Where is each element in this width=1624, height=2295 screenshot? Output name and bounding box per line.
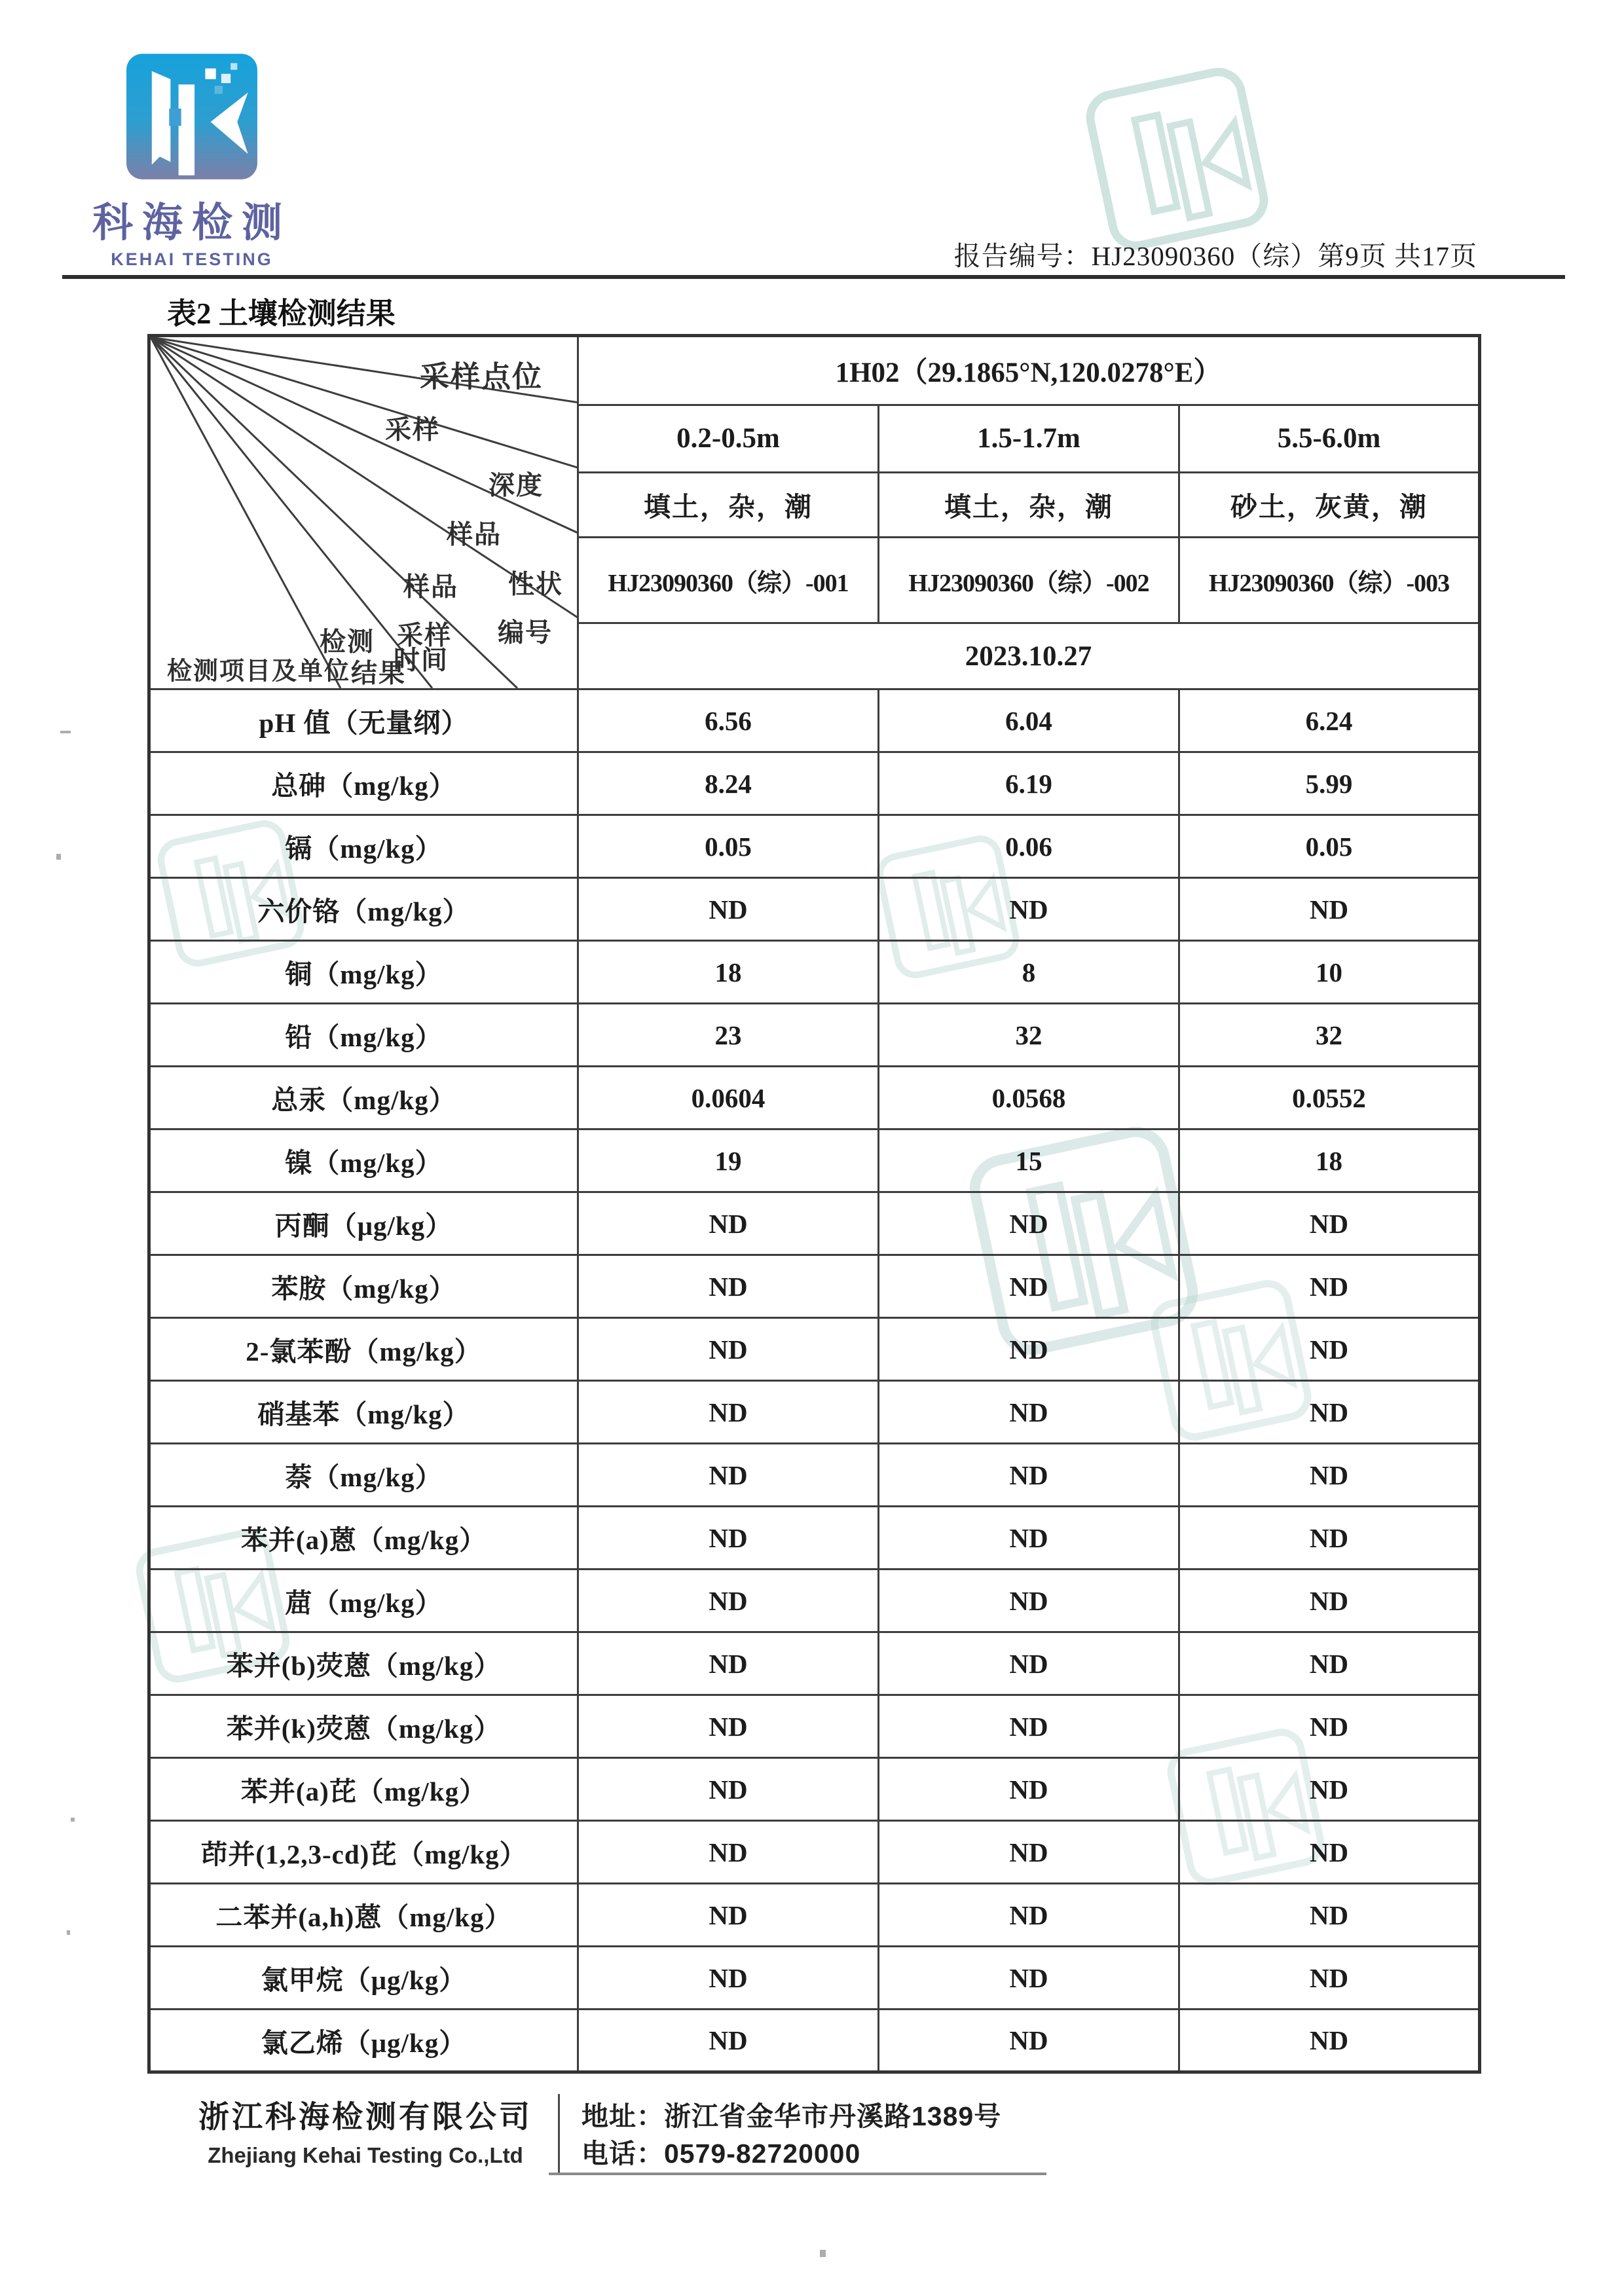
result-value: 0.0552 bbox=[1179, 1067, 1480, 1129]
parameter-label: 2-氯苯酚（mg/kg） bbox=[149, 1318, 578, 1381]
result-value: ND bbox=[1179, 1821, 1480, 1884]
table-row bbox=[149, 878, 1480, 941]
result-value: 0.06 bbox=[879, 815, 1179, 878]
parameter-label: 总砷（mg/kg） bbox=[149, 752, 578, 815]
diag-label-sample: 样品 bbox=[447, 519, 502, 549]
table-row-site bbox=[149, 336, 1480, 405]
parameter-label: 硝基苯（mg/kg） bbox=[149, 1381, 578, 1444]
table-row bbox=[149, 1821, 1480, 1884]
result-value: ND bbox=[578, 1444, 879, 1507]
parameter-label: 苯并(k)荧蒽（mg/kg） bbox=[149, 1695, 578, 1758]
parameter-label: 二苯并(a,h)蒽（mg/kg） bbox=[149, 1884, 578, 1947]
parameter-label: 苯胺（mg/kg） bbox=[149, 1255, 578, 1318]
parameter-label: 铅（mg/kg） bbox=[149, 1004, 578, 1067]
result-value: 5.99 bbox=[1179, 752, 1480, 815]
scan-artifact bbox=[60, 731, 71, 733]
result-value: ND bbox=[879, 1695, 1179, 1758]
footer-address: 地址：浙江省金华市丹溪路1389号 bbox=[581, 2101, 1002, 2131]
result-value: ND bbox=[1179, 1381, 1480, 1444]
table-row bbox=[149, 1192, 1480, 1255]
diag-label-depth: 深度 bbox=[489, 470, 544, 500]
table-row bbox=[149, 941, 1480, 1004]
table-row bbox=[149, 1255, 1480, 1318]
company-logo bbox=[84, 52, 300, 270]
character-value: 填土，杂，潮 bbox=[578, 472, 879, 538]
parameter-label: 丙酮（μg/kg） bbox=[149, 1192, 578, 1255]
footer-phone: 电话：0579-82720000 bbox=[581, 2139, 861, 2169]
result-value: 0.05 bbox=[1179, 815, 1480, 878]
result-value: 15 bbox=[879, 1129, 1179, 1192]
parameter-label: 茚并(1,2,3-cd)芘（mg/kg） bbox=[149, 1821, 578, 1884]
sample-id-value: HJ23090360（综）-001 bbox=[578, 538, 879, 623]
result-value: ND bbox=[1179, 1884, 1480, 1947]
diagonal-header-cell bbox=[149, 336, 578, 689]
result-value: ND bbox=[578, 1758, 879, 1821]
parameter-label: 苯并(a)蒽（mg/kg） bbox=[149, 1507, 578, 1570]
parameter-label: 镉（mg/kg） bbox=[149, 815, 578, 878]
parameter-label: 苯并(a)芘（mg/kg） bbox=[149, 1758, 578, 1821]
result-value: ND bbox=[1179, 1947, 1480, 2010]
parameter-label: 苯并(b)荧蒽（mg/kg） bbox=[149, 1632, 578, 1695]
table-row bbox=[149, 815, 1480, 878]
parameter-label: 䓛（mg/kg） bbox=[149, 1570, 578, 1632]
diag-label-time: 时间 bbox=[394, 645, 449, 675]
result-value: ND bbox=[578, 1821, 879, 1884]
result-value: ND bbox=[578, 1381, 879, 1444]
diag-label-sample2: 样品 bbox=[403, 572, 458, 602]
footer-company-block bbox=[182, 2093, 549, 2168]
result-value: 0.0604 bbox=[578, 1067, 879, 1129]
parameter-label: pH 值（无量纲） bbox=[149, 689, 578, 752]
footer-divider bbox=[558, 2094, 560, 2175]
diag-label-character: 性状 bbox=[508, 569, 563, 599]
scan-artifact bbox=[67, 1930, 70, 1935]
depth-value: 0.2-0.5m bbox=[578, 405, 879, 472]
logo-company-name-en: KEHAI TESTING bbox=[111, 249, 273, 269]
watermark-logo-icon bbox=[1075, 59, 1279, 259]
result-value: ND bbox=[578, 1632, 879, 1695]
result-value: ND bbox=[1179, 1695, 1480, 1758]
scan-artifact bbox=[820, 2250, 826, 2257]
sample-id-value: HJ23090360（综）-003 bbox=[1179, 538, 1480, 623]
result-value: ND bbox=[578, 1695, 879, 1758]
result-value: ND bbox=[1179, 1507, 1480, 1570]
table-row bbox=[149, 1129, 1480, 1192]
result-value: ND bbox=[1179, 1255, 1480, 1318]
table-row bbox=[149, 1318, 1480, 1381]
result-value: ND bbox=[879, 1947, 1179, 2010]
parameter-label: 氯甲烷（μg/kg） bbox=[149, 1947, 578, 2010]
footer-underline bbox=[549, 2173, 1046, 2175]
character-value: 填土，杂，潮 bbox=[879, 472, 1179, 538]
table-row bbox=[149, 1632, 1480, 1695]
test-date-value: 2023.10.27 bbox=[578, 623, 1480, 689]
result-value: ND bbox=[578, 1947, 879, 2010]
result-value: ND bbox=[578, 1507, 879, 1570]
result-value: ND bbox=[879, 1255, 1179, 1318]
result-value: ND bbox=[879, 1507, 1179, 1570]
table-row bbox=[149, 1758, 1480, 1821]
footer-contact-block bbox=[581, 2098, 1001, 2173]
table-row bbox=[149, 1004, 1480, 1067]
result-value: 19 bbox=[578, 1129, 879, 1192]
soil-results-table bbox=[147, 334, 1481, 2074]
parameter-label: 总汞（mg/kg） bbox=[149, 1067, 578, 1129]
result-value: ND bbox=[1179, 1444, 1480, 1507]
parameter-label: 六价铬（mg/kg） bbox=[149, 878, 578, 941]
parameter-label: 氯乙烯（μg/kg） bbox=[149, 2010, 578, 2072]
footer-company-cn: 浙江科海检测有限公司 bbox=[198, 2099, 532, 2134]
result-value: ND bbox=[578, 1884, 879, 1947]
result-value: ND bbox=[578, 1255, 879, 1318]
result-value: 32 bbox=[879, 1004, 1179, 1067]
result-value: 0.05 bbox=[578, 815, 879, 878]
depth-value: 5.5-6.0m bbox=[1179, 405, 1480, 472]
result-value: ND bbox=[879, 1192, 1179, 1255]
scan-artifact bbox=[71, 1818, 75, 1822]
result-value: 23 bbox=[578, 1004, 879, 1067]
table-row bbox=[149, 1884, 1480, 1947]
result-value: ND bbox=[578, 1192, 879, 1255]
result-value: 6.24 bbox=[1179, 689, 1480, 752]
result-value: ND bbox=[879, 1570, 1179, 1632]
diag-label-result: 结果 bbox=[351, 658, 406, 688]
table-row bbox=[149, 689, 1480, 752]
result-value: ND bbox=[1179, 878, 1480, 941]
table-row bbox=[149, 1381, 1480, 1444]
result-value: ND bbox=[879, 878, 1179, 941]
diag-label-sampling2: 采样 bbox=[397, 620, 452, 650]
result-value: ND bbox=[1179, 2010, 1480, 2072]
result-value: ND bbox=[1179, 1318, 1480, 1381]
table-row bbox=[149, 1444, 1480, 1507]
logo-company-name: 科海检测 bbox=[92, 200, 291, 246]
parameter-label: 铜（mg/kg） bbox=[149, 941, 578, 1004]
kehai-logo-icon bbox=[125, 52, 259, 181]
diag-label-sampling: 采样 bbox=[385, 414, 440, 445]
result-value: 6.19 bbox=[879, 752, 1179, 815]
result-value: ND bbox=[578, 2010, 879, 2072]
result-value: ND bbox=[879, 1444, 1179, 1507]
result-value: ND bbox=[578, 1318, 879, 1381]
result-value: ND bbox=[879, 1758, 1179, 1821]
diag-label-site: 采样点位 bbox=[419, 360, 544, 394]
parameter-label: 镍（mg/kg） bbox=[149, 1129, 578, 1192]
result-value: 0.0568 bbox=[879, 1067, 1179, 1129]
site-value: 1H02（29.1865°N,120.0278°E） bbox=[578, 336, 1480, 405]
result-value: 6.04 bbox=[879, 689, 1179, 752]
diag-label-test: 检测 bbox=[320, 627, 375, 657]
table-row bbox=[149, 1947, 1480, 2010]
table-row bbox=[149, 752, 1480, 815]
sample-id-value: HJ23090360（综）-002 bbox=[879, 538, 1179, 623]
result-value: ND bbox=[1179, 1570, 1480, 1632]
result-value: ND bbox=[1179, 1632, 1480, 1695]
result-value: ND bbox=[578, 878, 879, 941]
result-value: 6.56 bbox=[578, 689, 879, 752]
result-value: ND bbox=[879, 2010, 1179, 2072]
result-value: 32 bbox=[1179, 1004, 1480, 1067]
result-value: 18 bbox=[1179, 1129, 1480, 1192]
result-value: ND bbox=[578, 1570, 879, 1632]
result-value: 8.24 bbox=[578, 752, 879, 815]
diag-label-items-units: 检测项目及单位 bbox=[166, 657, 351, 686]
result-value: 8 bbox=[879, 941, 1179, 1004]
header-divider bbox=[62, 275, 1565, 279]
results-body bbox=[149, 689, 1480, 2072]
result-value: 10 bbox=[1179, 941, 1480, 1004]
result-value: ND bbox=[879, 1632, 1179, 1695]
table-row bbox=[149, 1695, 1480, 1758]
report-number: 报告编号：HJ23090360（综）第9页 共17页 bbox=[953, 241, 1477, 271]
result-value: ND bbox=[1179, 1758, 1480, 1821]
character-value: 砂土，灰黄，潮 bbox=[1179, 472, 1480, 538]
result-value: ND bbox=[879, 1884, 1179, 1947]
table-row bbox=[149, 1067, 1480, 1129]
parameter-label: 萘（mg/kg） bbox=[149, 1444, 578, 1507]
diag-label-code: 编号 bbox=[498, 617, 553, 648]
result-value: ND bbox=[1179, 1192, 1480, 1255]
result-value: ND bbox=[879, 1821, 1179, 1884]
table-row bbox=[149, 2010, 1480, 2072]
footer-company-en: Zhejiang Kehai Testing Co.,Ltd bbox=[208, 2143, 523, 2167]
scan-artifact bbox=[56, 854, 61, 860]
page-title: 表2 土壤检测结果 bbox=[167, 297, 396, 330]
result-value: ND bbox=[879, 1318, 1179, 1381]
result-value: ND bbox=[879, 1381, 1179, 1444]
table-row bbox=[149, 1507, 1480, 1570]
table-row bbox=[149, 1570, 1480, 1632]
depth-value: 1.5-1.7m bbox=[879, 405, 1179, 472]
result-value: 18 bbox=[578, 941, 879, 1004]
